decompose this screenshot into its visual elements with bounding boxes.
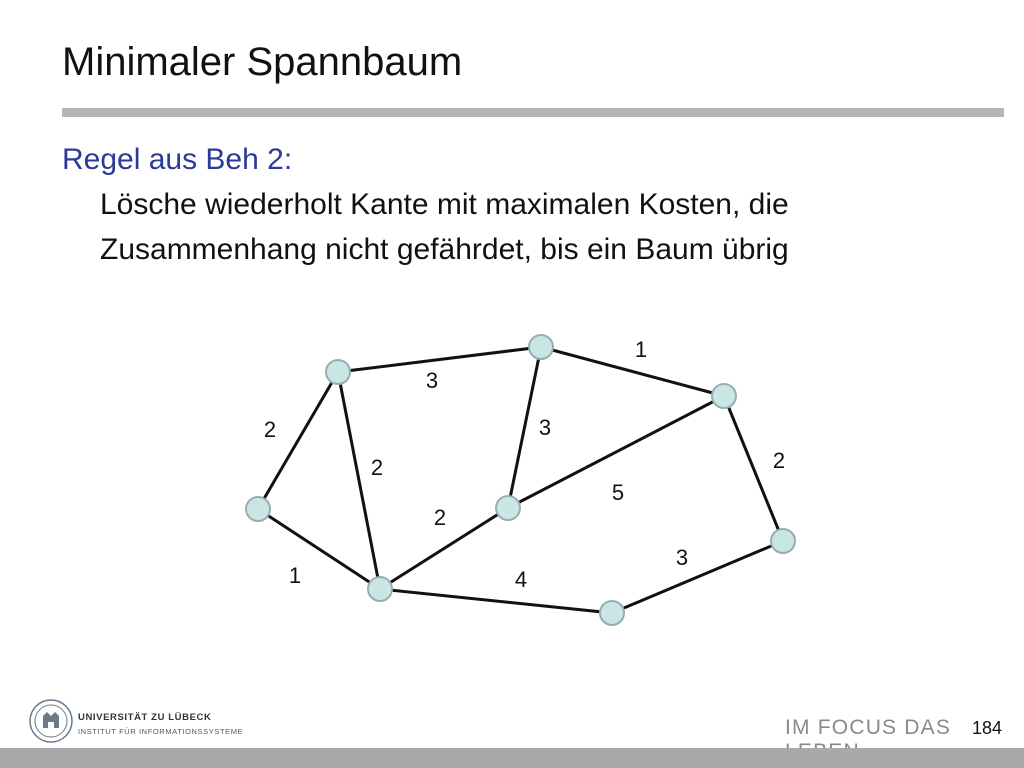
edge-weight-D-E: 1 xyxy=(288,562,302,588)
node-E xyxy=(368,577,392,601)
edge-A-E xyxy=(338,372,380,589)
edge-D-E xyxy=(258,509,380,589)
institute-name: INSTITUT FÜR INFORMATIONSSYSTEME xyxy=(78,727,244,736)
node-G xyxy=(600,601,624,625)
node-B xyxy=(529,335,553,359)
node-A xyxy=(326,360,350,384)
rule-heading: Regel aus Beh 2: xyxy=(62,143,293,176)
edge-weight-A-D: 2 xyxy=(263,416,277,442)
node-F xyxy=(496,496,520,520)
edge-weight-B-C: 1 xyxy=(634,336,648,362)
university-name: UNIVERSITÄT ZU LÜBECK xyxy=(78,712,212,723)
edge-weight-E-G: 4 xyxy=(514,566,528,592)
footer-band xyxy=(0,748,1024,768)
edge-weight-G-H: 3 xyxy=(675,544,689,570)
edge-weight-B-F: 3 xyxy=(538,414,552,440)
node-C xyxy=(712,384,736,408)
slide-title: Minimaler Spannbaum xyxy=(62,40,463,84)
edge-weight-C-H: 2 xyxy=(772,447,786,473)
edge-G-H xyxy=(612,541,783,613)
edge-weight-F-C: 5 xyxy=(611,479,625,505)
edge-E-G xyxy=(380,589,612,613)
edge-weight-A-B: 3 xyxy=(425,367,439,393)
rule-text-line-1: Lösche wiederholt Kante mit maximalen Kosten, die xyxy=(100,188,789,221)
university-seal-icon xyxy=(28,698,74,744)
edge-weight-E-F: 2 xyxy=(433,504,447,530)
slogan: IM FOCUS DAS xyxy=(785,716,952,739)
edge-weight-A-E: 2 xyxy=(370,454,384,480)
node-D xyxy=(246,497,270,521)
edge-B-F xyxy=(508,347,541,508)
rule-text-line-2: Zusammenhang nicht gefährdet, bis ein Baum übrig xyxy=(100,233,789,266)
edge-B-C xyxy=(541,347,724,396)
node-H xyxy=(771,529,795,553)
page-number: 184 xyxy=(972,718,1003,738)
edge-A-B xyxy=(338,347,541,372)
